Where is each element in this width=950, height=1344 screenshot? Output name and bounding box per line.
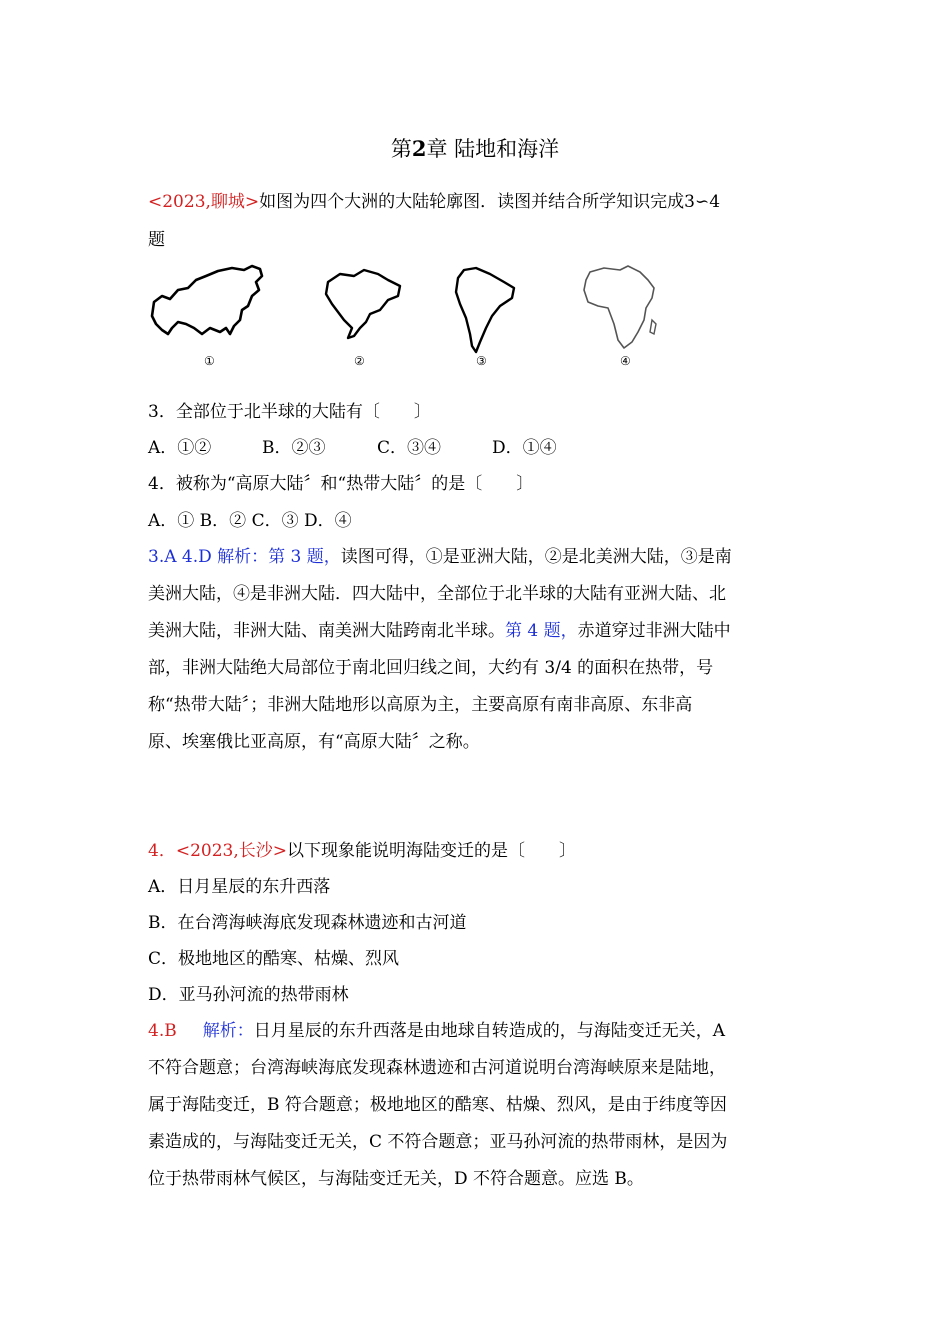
continent-outlines-svg	[148, 262, 668, 374]
madagascar-outline	[650, 320, 656, 334]
option-c: C．极地地区的酷寒、枯燥、烈风	[148, 949, 400, 969]
question-4-options: A．① B．② C．③ D．④	[148, 511, 352, 531]
analysis-line: 称“热带大陆〞；非洲大陆地形以高原为主，主要高原有南非高原、东非高	[148, 695, 693, 715]
map-label-3: ③	[476, 354, 487, 368]
question-3: 3．全部位于北半球的大陆有〔 〕	[148, 402, 431, 422]
q4b-source: <2023,长沙>	[175, 841, 287, 861]
africa-outline	[584, 266, 654, 348]
option-a: A．①②	[148, 438, 212, 458]
south-america-outline	[456, 268, 514, 352]
question-number: 4．	[148, 841, 176, 861]
question-4b: 4．<2023,长沙>以下现象能说明海陆变迁的是〔 〕	[148, 841, 576, 861]
north-america-outline	[326, 270, 400, 338]
map-label-4: ④	[620, 354, 631, 368]
analysis-label: 解析：	[202, 1021, 254, 1041]
page-title: 第2章 陆地和海洋	[390, 136, 560, 161]
map-label-1: ①	[204, 354, 215, 368]
answer-4b: 4.B 解析：日月星辰的东升西落是由地球自转造成的，与海陆变迁无关，A	[148, 1021, 725, 1041]
q34-intro-line2: 题	[148, 230, 165, 250]
analysis-line: 美洲大陆，非洲大陆、南美洲大陆跨南北半球。第 4 题，赤道穿过非洲大陆中	[148, 621, 731, 641]
option-b: B．②③	[262, 438, 326, 458]
option-d: D．亚马孙河流的热带雨林	[148, 985, 349, 1005]
question-4: 4．被称为“高原大陆〞和“热带大陆〞的是〔 〕	[148, 474, 534, 494]
option-b: B．在台湾海峡海底发现森林遗迹和古河道	[148, 913, 467, 933]
q34-intro: <2023,聊城>如图为四个大洲的大陆轮廓图．读图并结合所学知识完成3∽4	[148, 192, 721, 212]
analysis-line: 美洲大陆，④是非洲大陆．四大陆中，全部位于北半球的大陆有亚洲大陆、北	[148, 584, 726, 604]
analysis-line: 不符合题意；台湾海峡海底发现森林遗迹和古河道说明台湾海峡原来是陆地，	[148, 1058, 726, 1078]
answer-3-4: 3.A 4.D 解析：第 3 题，读图可得，①是亚洲大陆，②是北美洲大陆，③是南	[148, 547, 732, 567]
analysis-line: 素造成的，与海陆变迁无关，C 不符合题意；亚马孙河流的热带雨林，是因为	[148, 1132, 728, 1152]
answer-label: 3.A 4.D 解析：第 3 题，	[148, 547, 341, 567]
q34-source: <2023,聊城>	[148, 192, 260, 212]
analysis-line: 部，非洲大陆绝大局部位于南北回归线之间，大约有 3/4 的面积在热带，号	[148, 658, 714, 678]
continent-outline-figure	[148, 262, 668, 374]
analysis-line: 属于海陆变迁，B 符合题意；极地地区的酷寒、枯燥、烈风，是由于纬度等因	[148, 1095, 727, 1115]
option-a: A．日月星辰的东升西落	[148, 877, 331, 897]
analysis-line: 位于热带雨林气候区，与海陆变迁无关，D 不符合题意。应选 B。	[148, 1169, 644, 1189]
map-label-2: ②	[354, 354, 365, 368]
option-d: D．①④	[492, 438, 557, 458]
answer-label: 4.B	[148, 1021, 177, 1041]
analysis-line: 原、埃塞俄比亚高原，有“高原大陆〞之称。	[148, 732, 480, 752]
asia-outline	[152, 266, 262, 334]
option-c: C．③④	[377, 438, 442, 458]
